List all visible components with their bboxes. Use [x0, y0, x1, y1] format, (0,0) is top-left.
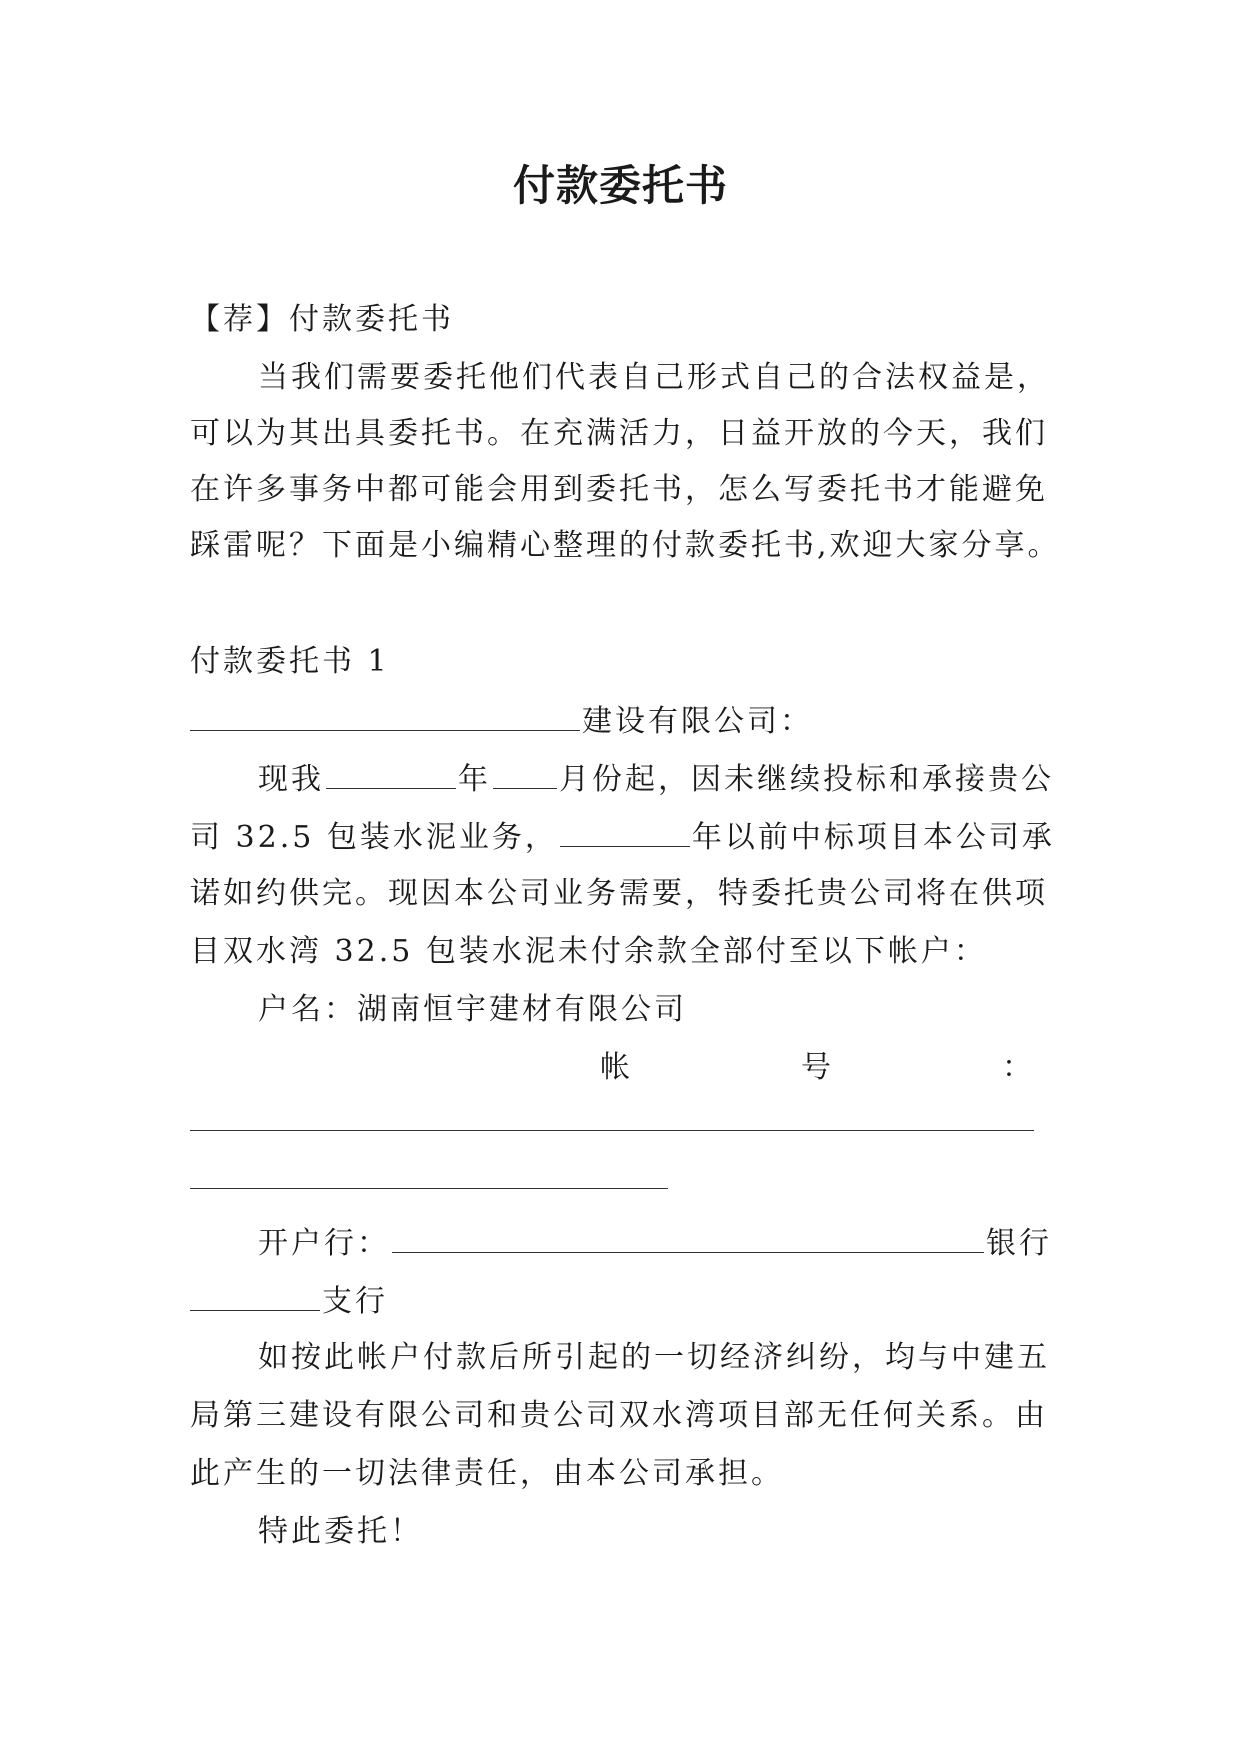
closing: 特此委托！ [258, 1514, 423, 1549]
year-blank [326, 758, 456, 789]
intro-line-2: 可以为其出具委托书。在充满活力，日益开放的今天，我们 [190, 416, 1048, 451]
account-number-label [600, 1048, 1035, 1088]
letter-line-3: 诺如约供完。现因本公司业务需要，特委托贵公司将在供项 [190, 876, 1048, 911]
branch-blank [190, 1280, 320, 1311]
disclaimer-line-3: 此产生的一切法律责任，由本公司承担。 [190, 1456, 784, 1491]
disclaimer-line-1: 如按此帐户付款后所引起的一切经济纠纷，均与中建五 [258, 1340, 1050, 1375]
bank-label: 开户行： [258, 1226, 390, 1261]
intro-line-1: 当我们需要委托他们代表自己形式自己的合法权益是， [258, 360, 1050, 395]
letter-line-2 [190, 816, 1060, 858]
intro-line-3: 在许多事务中都可能会用到委托书，怎么写委托书才能避免 [190, 472, 1048, 507]
disclaimer-line-2: 局第三建设有限公司和贵公司双水湾项目部无任何关系。由 [190, 1398, 1048, 1433]
account-number-colon: ： [1002, 1050, 1035, 1085]
letter-line-1-b: 年 [458, 762, 491, 797]
letter-line-2-a: 司 32.5 包装水泥业务， [190, 820, 558, 855]
bank-line [258, 1222, 1060, 1264]
letter-heading: 付款委托书 1 [190, 644, 390, 679]
letter-line-1 [258, 758, 1060, 800]
intro-heading: 【荐】付款委托书 [190, 302, 454, 337]
intro-line-4: 踩雷呢？下面是小编精心整理的付款委托书,欢迎大家分享。 [190, 528, 1061, 563]
addressee-line [190, 700, 1060, 742]
letter-line-1-c: 月份起，因未继续投标和承接贵公 [559, 762, 1054, 797]
document-title: 付款委托书 [512, 161, 728, 210]
letter-line-4: 目双水湾 32.5 包装水泥未付余款全部付至以下帐户： [190, 934, 987, 969]
prior-year-blank [560, 816, 690, 847]
month-blank [493, 758, 557, 789]
bank-suffix: 银行 [986, 1226, 1052, 1261]
addressee-blank [190, 700, 580, 731]
letter-line-1-a: 现我 [258, 762, 324, 797]
letter-line-2-b: 年以前中标项目本公司承 [691, 820, 1055, 855]
account-number-blank-1 [190, 1130, 1034, 1131]
branch-suffix: 支行 [322, 1284, 388, 1319]
account-number-char-1: 帐 [600, 1050, 633, 1085]
account-number-char-2: 号 [801, 1050, 834, 1085]
account-name: 户名：湖南恒宇建材有限公司 [258, 992, 687, 1027]
bank-blank [392, 1222, 984, 1253]
addressee-suffix: 建设有限公司： [582, 704, 813, 739]
branch-line [190, 1280, 1060, 1322]
account-number-blank-2 [190, 1188, 668, 1189]
